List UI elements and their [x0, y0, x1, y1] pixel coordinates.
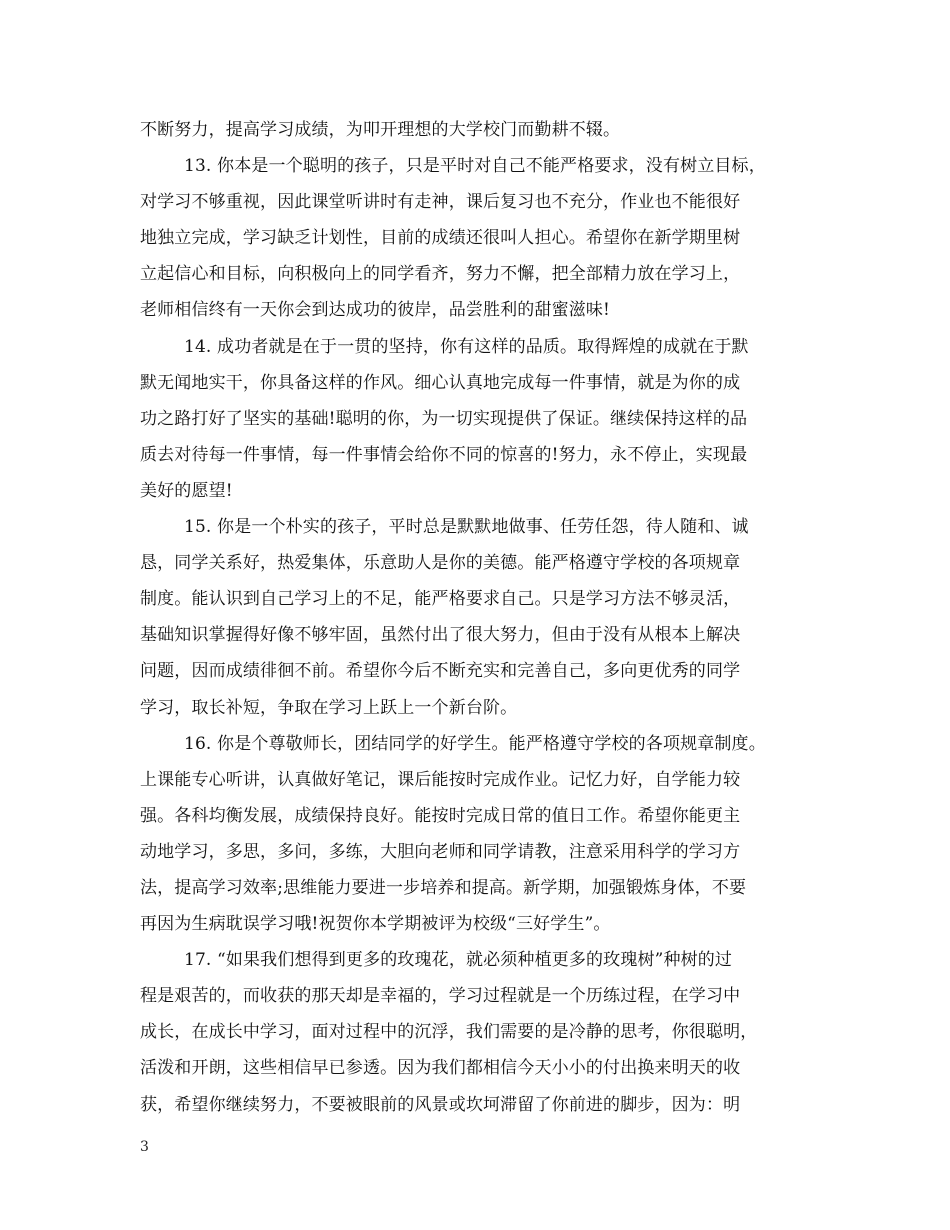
- page-number: 3: [140, 1139, 149, 1155]
- paragraph-1-line-3: 立起信心和目标，向积极向上的同学看齐，努力不懈，把全部精力放在学习上，: [140, 264, 741, 285]
- paragraph-3-line-0: 15. 你是一个朴实的孩子，平时总是默默地做事、任劳任怨，待人随和、诚: [184, 517, 749, 538]
- paragraph-5-line-1: 程是艰苦的，而收获的那天却是幸福的，学习过程就是一个历练过程，在学习中: [140, 986, 741, 1007]
- paragraph-5-line-2: 成长，在成长中学习，面对过程中的沉浮，我们需要的是冷静的思考，你很聪明，: [140, 1022, 758, 1043]
- paragraph-2-line-3: 质去对待每一件事情，每一件事情会给你不同的惊喜的!努力，永不停止，实现最: [140, 444, 748, 465]
- paragraph-3-line-4: 问题，因而成绩徘徊不前。希望你今后不断充实和完善自己，多向更优秀的同学: [140, 661, 741, 682]
- paragraph-4-line-0: 16. 你是个尊敬师长，团结同学的好学生。能严格遵守学校的各项规章制度。: [184, 733, 766, 754]
- paragraph-1-line-1: 对学习不够重视，因此课堂听讲时有走神，课后复习也不充分，作业也不能很好: [140, 192, 741, 213]
- paragraph-2-line-1: 默无闻地实干，你具备这样的作风。细心认真地完成每一件事情，就是为你的成: [140, 372, 741, 393]
- paragraph-2-line-4: 美好的愿望!: [140, 480, 233, 501]
- paragraph-4-line-4: 法，提高学习效率;思维能力要进一步培养和提高。新学期，加强锻炼身体，不要: [140, 877, 747, 898]
- paragraph-4-line-3: 动地学习，多思，多问，多练，大胆向老师和同学请教，注意采用科学的学习方: [140, 841, 741, 862]
- paragraph-1-line-0: 13. 你本是一个聪明的孩子，只是平时对自己不能严格要求，没有树立目标，: [184, 156, 766, 177]
- paragraph-3-line-1: 恳，同学关系好，热爱集体，乐意助人是你的美德。能严格遵守学校的各项规章: [140, 553, 741, 574]
- paragraph-2-line-0: 14. 成功者就是在于一贯的坚持，你有这样的品质。取得辉煌的成就在于默: [184, 336, 749, 357]
- paragraph-3-line-3: 基础知识掌握得好像不够牢固，虽然付出了很大努力，但由于没有从根本上解决: [140, 625, 741, 646]
- paragraph-5-line-0: 17. “如果我们想得到更多的玫瑰花，就必须种植更多的玫瑰树”种树的过: [184, 950, 733, 971]
- paragraph-4-line-1: 上课能专心听讲，认真做好笔记，课后能按时完成作业。记忆力好，自学能力较: [140, 769, 741, 790]
- paragraph-5-line-4: 获，希望你继续努力，不要被眼前的风景或坎坷滞留了你前进的脚步，因为：明: [140, 1094, 741, 1115]
- paragraph-4-line-5: 再因为生病耽误学习哦!祝贺你本学期被评为校级“三好学生”。: [140, 914, 611, 935]
- paragraph-3-line-5: 学习，取长补短，争取在学习上跃上一个新台阶。: [140, 697, 518, 718]
- paragraph-1-line-4: 老师相信终有一天你会到达成功的彼岸，品尝胜利的甜蜜滋味!: [140, 300, 611, 321]
- paragraph-0-line-0: 不断努力，提高学习成绩，为叩开理想的大学校门而勤耕不辍。: [140, 120, 621, 140]
- paragraph-3-line-2: 制度。能认识到自己学习上的不足，能严格要求自己。只是学习方法不够灵活，: [140, 589, 741, 610]
- paragraph-1-line-2: 地独立完成，学习缺乏计划性，目前的成绩还很叫人担心。希望你在新学期里树: [140, 228, 741, 249]
- paragraph-5-line-3: 活泼和开朗，这些相信早已参透。因为我们都相信今天小小的付出换来明天的收: [140, 1058, 741, 1079]
- paragraph-2-line-2: 功之路打好了坚实的基础!聪明的你，为一切实现提供了保证。继续保持这样的品: [140, 408, 748, 429]
- paragraph-4-line-2: 强。各科均衡发展，成绩保持良好。能按时完成日常的值日工作。希望你能更主: [140, 805, 741, 826]
- body-text: [140, 112, 820, 1123]
